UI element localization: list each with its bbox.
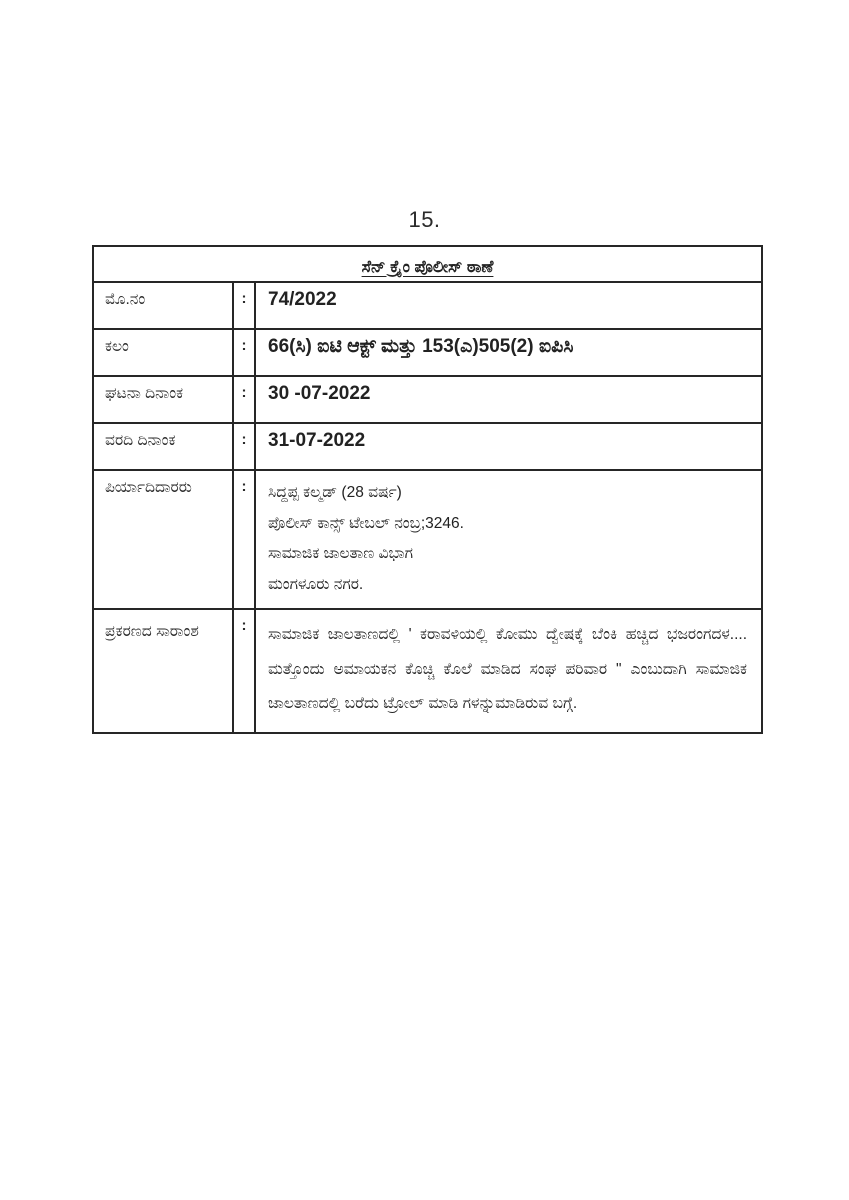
colon-separator: :: [233, 609, 255, 733]
report-date-value: 31-07-2022: [255, 423, 762, 470]
table-row-case-number: [93, 282, 762, 329]
colon-separator: :: [233, 329, 255, 376]
sections-value: 66(ಸಿ) ಐಟಿ ಆಕ್ಟ್ ಮತ್ತು 153(ಎ)505(2) ಐಪಿಸಿ: [255, 329, 762, 376]
fir-summary-table: [92, 245, 763, 734]
case-summary-text: ಸಾಮಾಜಿಕ ಜಾಲತಾಣದಲ್ಲಿ ' ಕರಾವಳಿಯಲ್ಲಿ ಕೋಮು ದ್ವೇಷಕ್ಕೆ ಬೆಂಕಿ ಹಚ್ಚಿದ ಭಜರಂಗದಳ.... ಮತ್ತೊಂದು ಅಮಾಯಕನ ಕೊಚ್ಚಿ ಕೊಲೆ ಮಾಡಿದ ಸಂಘ ಪರಿವಾರ " ಎಂಬುದಾಗಿ ಸಾಮಾಜಿಕ ಜಾಲತಾಣದಲ್ಲಿ ಬರೆದು ಟ್ರೋಲ್ ಮಾಡಿ ಗಳನ್ನುಮಾಡಿರುವ ಬಗ್ಗೆ.: [268, 626, 748, 712]
row-label: ಮೊ.ನಂ: [93, 282, 233, 329]
table-row-incident-date: [93, 376, 762, 423]
complainant-city: ಮಂಗಳೂರು ನಗರ.: [268, 575, 364, 593]
table-header-row: [93, 246, 762, 282]
colon-separator: :: [233, 376, 255, 423]
table-row-report-date: [93, 423, 762, 470]
case-number-value: 74/2022: [255, 282, 762, 329]
colon-separator: :: [233, 470, 255, 609]
complainant-name-age: ಸಿದ್ದಪ್ಪ ಕಲ್ಮಡ್ (28 ವರ್ಷ): [268, 484, 402, 501]
colon-separator: :: [233, 423, 255, 470]
colon-separator: :: [233, 282, 255, 329]
row-label: ಕಲಂ: [93, 329, 233, 376]
row-label: ಪ್ರಕರಣದ ಸಾರಾಂಶ: [93, 609, 233, 733]
table-row-sections: [93, 329, 762, 376]
page-item-number: 15.: [408, 207, 441, 232]
table-row-case-summary: [93, 609, 762, 733]
incident-date-value: 30 -07-2022: [255, 376, 762, 423]
case-summary-cell: [255, 609, 762, 733]
complainant-details-cell: [255, 470, 762, 609]
complainant-division: ಸಾಮಾಜಿಕ ಜಾಲತಾಣ ವಿಭಾಗ: [268, 545, 413, 562]
table-row-complainant: [93, 470, 762, 609]
station-name-cell: [93, 246, 762, 282]
row-label: ಪಿರ್ಯಾದಿದಾರರು: [93, 470, 233, 609]
station-name: ಸೆನ್ ಕ್ರೈಂ ಪೊಲೀಸ್ ಠಾಣೆ: [361, 257, 494, 276]
row-label: ಘಟನಾ ದಿನಾಂಕ: [93, 376, 233, 423]
row-label: ವರದಿ ದಿನಾಂಕ: [93, 423, 233, 470]
complainant-designation: ಪೊಲೀಸ್ ಕಾನ್ಸ್ ಟೇಬಲ್ ನಂಬ್ರ;3246.: [268, 514, 464, 532]
